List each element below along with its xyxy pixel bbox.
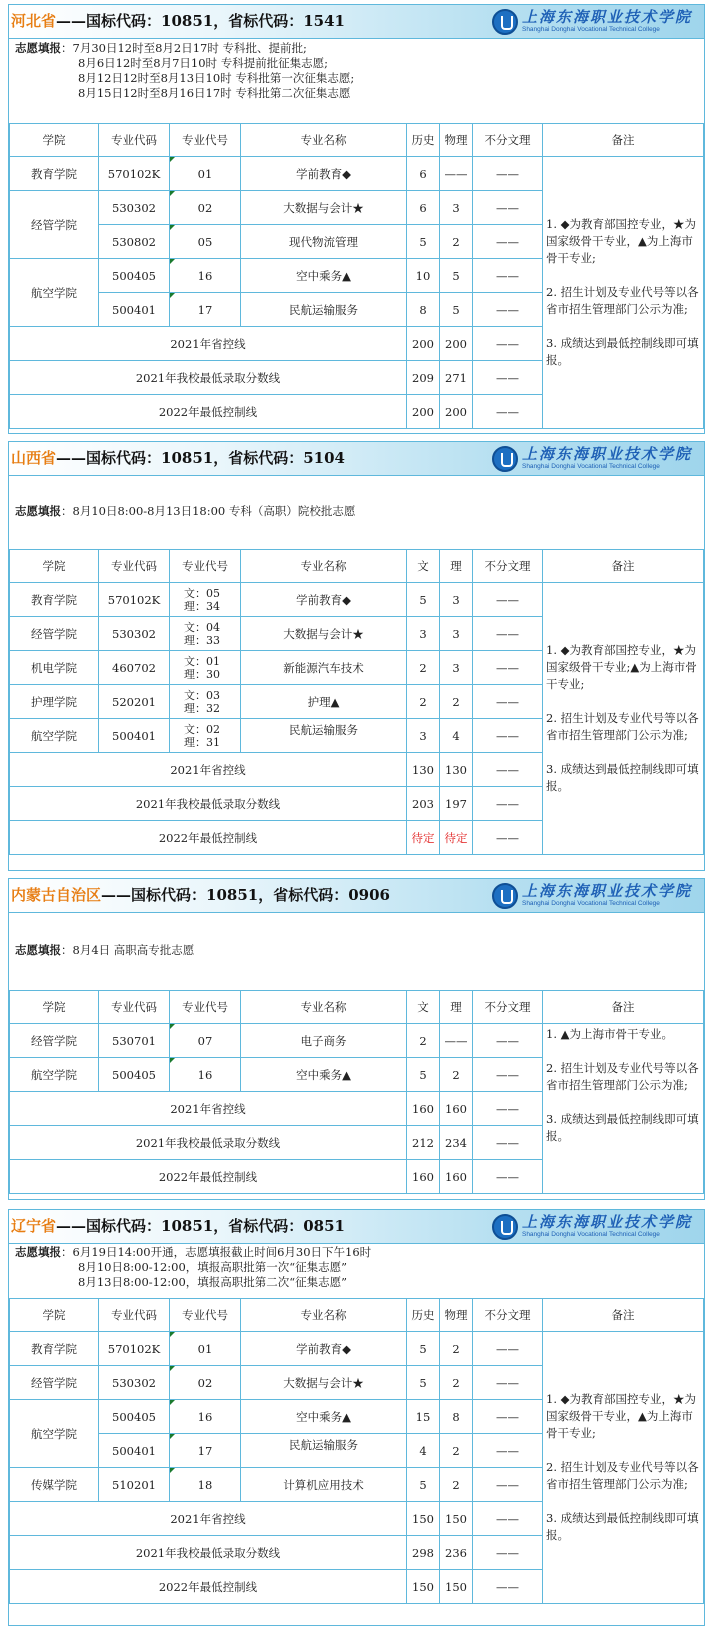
table-cell: 570102K <box>99 157 170 191</box>
table-cell: 150 <box>440 1570 473 1604</box>
table-cell: 500401 <box>99 293 170 327</box>
text: 理：30 <box>184 667 220 681</box>
table-cell: 学前教育◆ <box>241 157 407 191</box>
table-cell: —— <box>473 617 543 651</box>
text: ：6月19日14:00开通，志愿填报截止时间6月30日下午16时 <box>61 1245 372 1259</box>
text: 理：34 <box>184 599 220 613</box>
table-cell: —— <box>473 191 543 225</box>
text: 理：31 <box>184 735 220 749</box>
table-cell: 570102K <box>99 583 170 617</box>
text: 8月15日12时至8月16日17时 专科批第二次征集志愿 <box>78 86 351 100</box>
table-cell: 2 <box>440 1058 473 1092</box>
table-cell: —— <box>473 395 543 429</box>
text: 1. ◆为教育部国控专业，★为国家级骨干专业，▲为上海市骨干专业; <box>546 1392 696 1440</box>
column-header: 不分文理 <box>473 991 543 1024</box>
table-cell: 2022年最低控制线 <box>10 395 407 429</box>
table-cell: 待定 <box>407 821 440 855</box>
text: 3. 成绩达到最低控制线即可填报。 <box>546 1511 699 1542</box>
table-cell: 2021年我校最低录取分数线 <box>10 361 407 395</box>
table-cell: 传媒学院 <box>10 1468 99 1502</box>
table-cell: —— <box>473 1024 543 1058</box>
logo-en: Shanghai Donghai Vocational Technical College <box>521 463 660 470</box>
table-cell: 15 <box>407 1400 440 1434</box>
table-cell: 160 <box>407 1092 440 1126</box>
text: 理：32 <box>184 701 220 715</box>
column-header: 备注 <box>543 991 704 1024</box>
table-cell: 教育学院 <box>10 157 99 191</box>
table-cell <box>170 685 241 719</box>
section-header <box>9 879 704 913</box>
table-row <box>10 157 704 191</box>
table-cell: 212 <box>407 1126 440 1160</box>
table-cell: 现代物流管理 <box>241 225 407 259</box>
application-notes <box>9 913 704 990</box>
column-header: 不分文理 <box>473 124 543 157</box>
table-row <box>10 1024 704 1058</box>
table-cell: 大数据与会计★ <box>241 617 407 651</box>
table-cell: 520201 <box>99 685 170 719</box>
column-header: 专业代码 <box>99 124 170 157</box>
table-cell: 2021年我校最低录取分数线 <box>10 787 407 821</box>
college-logo <box>492 7 692 36</box>
text: 1. ◆为教育部国控专业，★为国家级骨干专业，▲为上海市骨干专业; <box>546 217 696 265</box>
remarks <box>543 157 704 429</box>
text: 8月12日12时至8月13日10时 专科批第一次征集志愿; <box>78 71 355 85</box>
table-cell: 2 <box>407 685 440 719</box>
table-cell: 160 <box>440 1160 473 1194</box>
section-shanxi <box>8 441 705 871</box>
table-cell: 530302 <box>99 617 170 651</box>
table-cell: 经管学院 <box>10 617 99 651</box>
table-cell: 5 <box>407 1332 440 1366</box>
table-cell: —— <box>440 1024 473 1058</box>
remarks <box>543 583 704 855</box>
table-cell: 5 <box>407 1058 440 1092</box>
table-cell: 160 <box>407 1160 440 1194</box>
text: ：8月4日 高职高专批志愿 <box>61 943 195 957</box>
table-row <box>10 583 704 617</box>
table-cell: 10 <box>407 259 440 293</box>
table-cell: 8 <box>407 293 440 327</box>
table-cell: 07 <box>170 1024 241 1058</box>
table-cell: 教育学院 <box>10 583 99 617</box>
table-cell <box>170 617 241 651</box>
table-cell <box>170 583 241 617</box>
table-cell: —— <box>473 821 543 855</box>
table-cell: 130 <box>407 753 440 787</box>
text: 2. 招生计划及专业代号等以各省市招生管理部门公示为准; <box>546 1061 699 1092</box>
table-cell: —— <box>473 361 543 395</box>
section-header <box>9 1210 704 1244</box>
table-cell: —— <box>473 1160 543 1194</box>
table-cell: 05 <box>170 225 241 259</box>
column-header: 理 <box>440 550 473 583</box>
table-cell: 150 <box>407 1570 440 1604</box>
table-cell: 2021年省控线 <box>10 327 407 361</box>
table-cell: 2 <box>440 685 473 719</box>
table-cell: 2 <box>440 225 473 259</box>
column-header: 专业名称 <box>241 124 407 157</box>
table-cell: 4 <box>407 1434 440 1468</box>
table-cell <box>170 651 241 685</box>
table-cell: 2022年最低控制线 <box>10 1160 407 1194</box>
table-cell: 2021年省控线 <box>10 1502 407 1536</box>
table-cell: 530302 <box>99 1366 170 1400</box>
table-cell: 2022年最低控制线 <box>10 1570 407 1604</box>
text: 志愿填报 <box>15 41 61 55</box>
table-cell: 17 <box>170 293 241 327</box>
table-cell: 2 <box>440 1366 473 1400</box>
table-cell: —— <box>473 1502 543 1536</box>
logo-en: Shanghai Donghai Vocational Technical College <box>521 900 660 907</box>
table-cell: 8 <box>440 1400 473 1434</box>
table-cell: 530701 <box>99 1024 170 1058</box>
table-cell: 16 <box>170 1400 241 1434</box>
table-cell: —— <box>473 787 543 821</box>
column-header: 文 <box>407 991 440 1024</box>
table-cell: 空中乘务▲ <box>241 1400 407 1434</box>
table-cell: 530302 <box>99 191 170 225</box>
section-hebei <box>8 4 705 434</box>
table-row <box>10 1332 704 1366</box>
table-cell: 大数据与会计★ <box>241 1366 407 1400</box>
table-cell: 18 <box>170 1468 241 1502</box>
table-cell: 298 <box>407 1536 440 1570</box>
table-cell: 5 <box>440 293 473 327</box>
table-cell: 2021年我校最低录取分数线 <box>10 1536 407 1570</box>
table-cell: —— <box>473 1400 543 1434</box>
column-header: 物理 <box>440 1299 473 1332</box>
text: 辽宁省 <box>11 1217 57 1235</box>
column-header: 不分文理 <box>473 1299 543 1332</box>
table-cell: 航空学院 <box>10 1400 99 1468</box>
text: 志愿填报 <box>15 1245 61 1259</box>
admission-table <box>9 549 704 855</box>
table-cell: 学前教育◆ <box>241 1332 407 1366</box>
column-header: 文 <box>407 550 440 583</box>
logo-emblem-icon <box>492 9 518 35</box>
logo-en: Shanghai Donghai Vocational Technical College <box>521 1231 660 1238</box>
table-cell: —— <box>473 583 543 617</box>
text: 民航运输服务 <box>289 1437 358 1452</box>
table-cell: 护理▲ <box>241 685 407 719</box>
column-header: 物理 <box>440 124 473 157</box>
table-cell: 3 <box>440 583 473 617</box>
table-cell: 学前教育◆ <box>241 583 407 617</box>
table-cell: 机电学院 <box>10 651 99 685</box>
section-title <box>11 879 390 912</box>
text: 1. ◆为教育部国控专业，★为国家级骨干专业;▲为上海市骨干专业; <box>546 643 697 691</box>
column-header: 专业名称 <box>241 991 407 1024</box>
column-header: 专业代码 <box>99 550 170 583</box>
text: 理：33 <box>184 633 220 647</box>
table-cell: 150 <box>407 1502 440 1536</box>
column-header: 备注 <box>543 124 704 157</box>
column-header: 专业代号 <box>170 1299 241 1332</box>
table-cell <box>170 719 241 753</box>
text: 3. 成绩达到最低控制线即可填报。 <box>546 336 699 367</box>
text: 8月13日8:00-12:00，填报高职批第二次“征集志愿” <box>78 1275 348 1289</box>
table-cell: 经管学院 <box>10 191 99 259</box>
text: 8月10日8:00-12:00，填报高职批第一次“征集志愿” <box>78 1260 348 1274</box>
section-title <box>11 442 345 475</box>
table-cell: 234 <box>440 1126 473 1160</box>
section-liaoning <box>8 1209 705 1626</box>
column-header: 历史 <box>407 124 440 157</box>
section-header <box>9 5 704 39</box>
table-cell: 3 <box>440 191 473 225</box>
column-header: 学院 <box>10 550 99 583</box>
table-cell: 02 <box>170 191 241 225</box>
table-cell: —— <box>473 157 543 191</box>
table-cell: 2022年最低控制线 <box>10 821 407 855</box>
column-header: 学院 <box>10 991 99 1024</box>
table-cell: 计算机应用技术 <box>241 1468 407 1502</box>
column-header: 备注 <box>543 550 704 583</box>
table-cell: 16 <box>170 1058 241 1092</box>
table-cell: 2 <box>407 1024 440 1058</box>
table-cell: 航空学院 <box>10 259 99 327</box>
table-cell: —— <box>473 225 543 259</box>
table-cell <box>241 719 407 753</box>
application-notes <box>9 1244 704 1298</box>
column-header: 理 <box>440 991 473 1024</box>
text: ——国标代码：10851，省标代码：1541 <box>56 12 345 30</box>
logo-emblem-icon <box>492 446 518 472</box>
table-cell: —— <box>473 293 543 327</box>
table-cell: 3 <box>440 617 473 651</box>
table-cell: 5 <box>407 1468 440 1502</box>
table-cell: —— <box>473 1434 543 1468</box>
table-cell: 01 <box>170 1332 241 1366</box>
text: 2. 招生计划及专业代号等以各省市招生管理部门公示为准; <box>546 285 699 316</box>
table-cell: 6 <box>407 191 440 225</box>
table-cell: 航空学院 <box>10 1058 99 1092</box>
table-cell: 200 <box>440 395 473 429</box>
application-notes <box>9 476 704 549</box>
text: 1. ▲为上海市骨干专业。 <box>546 1027 673 1041</box>
column-header: 专业代号 <box>170 124 241 157</box>
table-cell: 经管学院 <box>10 1366 99 1400</box>
text: 河北省 <box>11 12 57 30</box>
table-cell: 197 <box>440 787 473 821</box>
table-cell: 2 <box>407 651 440 685</box>
text: 民航运输服务 <box>289 722 358 737</box>
text: 文：04 <box>184 620 220 634</box>
text: ——国标代码：10851，省标代码：0906 <box>101 886 390 904</box>
logo-cn: 上海东海职业技术学院 <box>521 1213 692 1231</box>
table-cell: 203 <box>407 787 440 821</box>
text: 文：03 <box>184 688 220 702</box>
table-cell: 空中乘务▲ <box>241 1058 407 1092</box>
column-header: 不分文理 <box>473 550 543 583</box>
section-neimenggu <box>8 878 705 1200</box>
table-cell: —— <box>473 1468 543 1502</box>
table-cell: 5 <box>407 583 440 617</box>
table-cell: 5 <box>407 1366 440 1400</box>
table-cell: 17 <box>170 1434 241 1468</box>
table-cell <box>241 1434 407 1468</box>
table-cell: —— <box>440 157 473 191</box>
table-cell: 200 <box>407 395 440 429</box>
text: 内蒙古自治区 <box>11 886 102 904</box>
table-cell: 2 <box>440 1434 473 1468</box>
column-header: 专业代码 <box>99 991 170 1024</box>
table-cell: —— <box>473 1536 543 1570</box>
text: ——国标代码：10851，省标代码：5104 <box>56 449 345 467</box>
table-cell: 2 <box>440 1332 473 1366</box>
column-header: 历史 <box>407 1299 440 1332</box>
table-cell: 2021年我校最低录取分数线 <box>10 1126 407 1160</box>
table-cell: —— <box>473 753 543 787</box>
table-cell: 500405 <box>99 1058 170 1092</box>
admission-table <box>9 1298 704 1604</box>
table-cell: 16 <box>170 259 241 293</box>
table-cell: 160 <box>440 1092 473 1126</box>
table-cell: 空中乘务▲ <box>241 259 407 293</box>
text: 8月6日12时至8月7日10时 专科提前批征集志愿; <box>78 56 329 70</box>
table-cell: 130 <box>440 753 473 787</box>
table-cell: 电子商务 <box>241 1024 407 1058</box>
table-cell: 待定 <box>440 821 473 855</box>
logo-emblem-icon <box>492 883 518 909</box>
column-header: 专业名称 <box>241 550 407 583</box>
logo-en: Shanghai Donghai Vocational Technical College <box>521 26 660 33</box>
text: 2. 招生计划及专业代号等以各省市招生管理部门公示为准; <box>546 711 699 742</box>
table-cell: 500405 <box>99 1400 170 1434</box>
section-title <box>11 1210 345 1243</box>
college-logo <box>492 1212 692 1241</box>
table-cell: 460702 <box>99 651 170 685</box>
text: ：8月10日8:00-8月13日18:00 专科（高职）院校批志愿 <box>61 504 356 518</box>
text: 志愿填报 <box>15 504 61 518</box>
table-cell: —— <box>473 1570 543 1604</box>
text: 3. 成绩达到最低控制线即可填报。 <box>546 1112 699 1143</box>
logo-cn: 上海东海职业技术学院 <box>521 8 692 26</box>
section-title <box>11 5 345 38</box>
table-cell: 500405 <box>99 259 170 293</box>
text: 文：05 <box>184 586 220 600</box>
table-cell: —— <box>473 719 543 753</box>
logo-emblem-icon <box>492 1214 518 1240</box>
text: 2. 招生计划及专业代号等以各省市招生管理部门公示为准; <box>546 1460 699 1491</box>
table-cell: 4 <box>440 719 473 753</box>
table-cell: 500401 <box>99 1434 170 1468</box>
logo-cn: 上海东海职业技术学院 <box>521 445 692 463</box>
table-cell: 护理学院 <box>10 685 99 719</box>
remarks <box>543 1332 704 1604</box>
table-cell: 5 <box>440 259 473 293</box>
table-cell: 民航运输服务 <box>241 293 407 327</box>
table-cell: 新能源汽车技术 <box>241 651 407 685</box>
text: 志愿填报 <box>15 943 61 957</box>
table-cell: 航空学院 <box>10 719 99 753</box>
table-cell: 2021年省控线 <box>10 753 407 787</box>
text: 3. 成绩达到最低控制线即可填报。 <box>546 762 699 793</box>
table-cell: —— <box>473 1058 543 1092</box>
text: 文：01 <box>184 654 220 668</box>
column-header: 备注 <box>543 1299 704 1332</box>
admission-table <box>9 123 704 429</box>
table-cell: 209 <box>407 361 440 395</box>
table-cell: 271 <box>440 361 473 395</box>
table-cell: 经管学院 <box>10 1024 99 1058</box>
logo-cn: 上海东海职业技术学院 <box>521 882 692 900</box>
table-cell: 02 <box>170 1366 241 1400</box>
table-cell: 3 <box>407 719 440 753</box>
table-cell: 510201 <box>99 1468 170 1502</box>
admission-table <box>9 990 704 1194</box>
table-cell: —— <box>473 1126 543 1160</box>
text: ：7月30日12时至8月2日17时 专科批、提前批; <box>61 41 307 55</box>
table-cell: 2 <box>440 1468 473 1502</box>
table-cell: 150 <box>440 1502 473 1536</box>
table-cell: 236 <box>440 1536 473 1570</box>
table-cell: 500401 <box>99 719 170 753</box>
table-cell: —— <box>473 1332 543 1366</box>
column-header: 专业代号 <box>170 991 241 1024</box>
table-cell: 200 <box>407 327 440 361</box>
column-header: 学院 <box>10 1299 99 1332</box>
table-cell: —— <box>473 327 543 361</box>
college-logo <box>492 444 692 473</box>
table-cell: 2021年省控线 <box>10 1092 407 1126</box>
table-cell: 570102K <box>99 1332 170 1366</box>
table-cell: 530802 <box>99 225 170 259</box>
table-cell: —— <box>473 259 543 293</box>
section-header <box>9 442 704 476</box>
text: ——国标代码：10851，省标代码：0851 <box>56 1217 345 1235</box>
table-cell: 200 <box>440 327 473 361</box>
column-header: 学院 <box>10 124 99 157</box>
table-cell: 3 <box>407 617 440 651</box>
college-logo <box>492 881 692 910</box>
application-notes <box>9 39 704 123</box>
table-cell: —— <box>473 651 543 685</box>
text: 山西省 <box>11 449 57 467</box>
text: 文：02 <box>184 722 220 736</box>
remarks <box>543 1024 704 1194</box>
table-cell: —— <box>473 1366 543 1400</box>
column-header: 专业代码 <box>99 1299 170 1332</box>
column-header: 专业名称 <box>241 1299 407 1332</box>
table-cell: 3 <box>440 651 473 685</box>
table-cell: —— <box>473 1092 543 1126</box>
table-cell: 01 <box>170 157 241 191</box>
table-cell: 大数据与会计★ <box>241 191 407 225</box>
table-cell: 6 <box>407 157 440 191</box>
table-cell: 教育学院 <box>10 1332 99 1366</box>
column-header: 专业代号 <box>170 550 241 583</box>
table-cell: —— <box>473 685 543 719</box>
table-cell: 5 <box>407 225 440 259</box>
